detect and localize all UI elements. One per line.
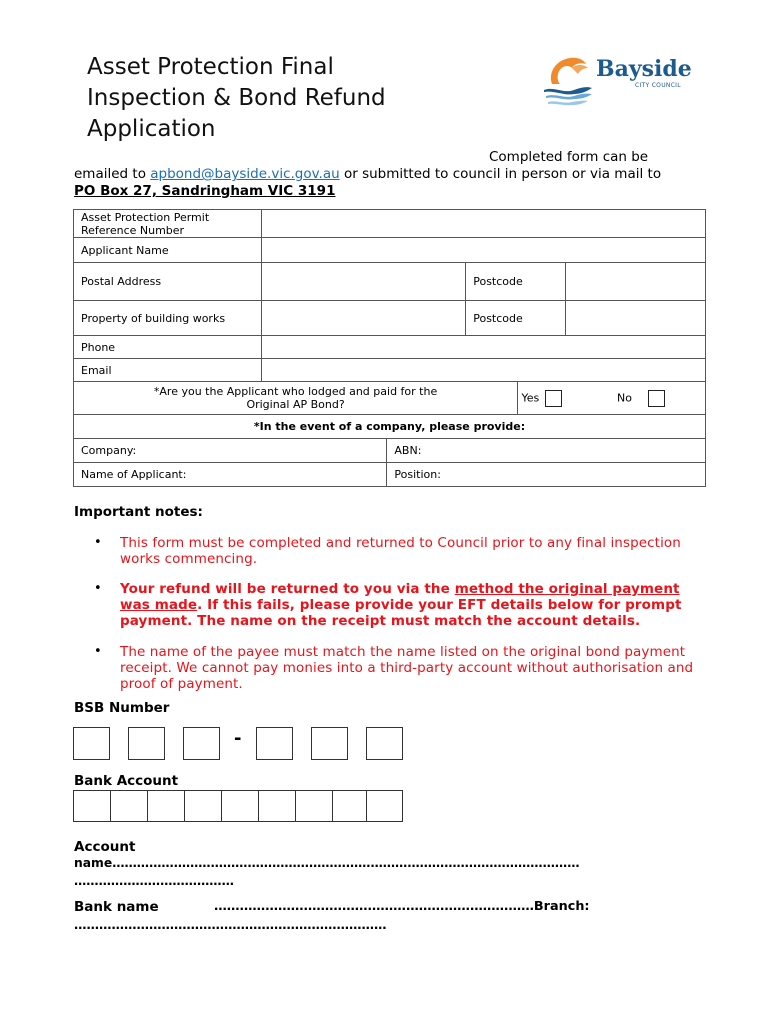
postcode-field[interactable] — [566, 263, 706, 301]
position-field[interactable]: Position: — [387, 463, 706, 487]
phone-label: Phone — [74, 336, 262, 359]
bsb-digit-box[interactable] — [128, 727, 165, 760]
table-row — [74, 263, 706, 301]
table-row — [74, 382, 706, 415]
bank-account-label: Bank Account — [74, 773, 179, 789]
account-digit-box[interactable] — [332, 790, 370, 822]
postal-address-field[interactable] — [261, 263, 466, 301]
no-option — [566, 382, 706, 415]
table-row — [74, 301, 706, 336]
applicant-name-label: Applicant Name — [74, 238, 262, 263]
table-row — [74, 415, 706, 439]
account-name-line[interactable]: ………………………………… — [74, 874, 234, 888]
account-digit-box[interactable] — [184, 790, 222, 822]
applicant-question: *Are you the Applicant who lodged and paid for the Original AP Bond? — [74, 382, 518, 415]
bsb-digit-box[interactable] — [183, 727, 220, 760]
bank-name-line[interactable]: …………………………………………………………………Branch: — [214, 899, 590, 914]
yes-option — [518, 382, 566, 415]
yes-checkbox[interactable] — [545, 390, 562, 407]
company-field[interactable]: Company: — [74, 439, 387, 463]
bsb-digit-box[interactable] — [311, 727, 348, 760]
title-line: Inspection & Bond Refund — [87, 85, 386, 111]
note-3: The name of the payee must match the name listed on the original bond payment receipt. We cannot pay monies into a third-party account without authorisation and proof of payment. — [120, 644, 694, 692]
phone-field[interactable] — [261, 336, 705, 359]
postcode-field[interactable] — [566, 301, 706, 336]
bsb-separator: - — [234, 728, 242, 749]
email-label: Email — [74, 359, 262, 382]
permit-ref-label: Asset Protection Permit Reference Number — [74, 210, 262, 238]
account-digit-box[interactable] — [295, 790, 333, 822]
bsb-label: BSB Number — [74, 700, 170, 716]
bayside-logo — [538, 52, 708, 108]
note-1: This form must be completed and returned to Council prior to any final inspection works commencing. — [120, 535, 681, 567]
abn-field[interactable]: ABN: — [387, 439, 706, 463]
table-row — [74, 463, 706, 487]
important-notes-heading: Important notes: — [74, 504, 203, 520]
applicant-name-field[interactable] — [261, 238, 705, 263]
table-row — [74, 439, 706, 463]
property-field[interactable] — [261, 301, 466, 336]
bayside-logo-icon — [538, 52, 598, 108]
account-digit-box[interactable] — [258, 790, 296, 822]
bsb-digit-box[interactable] — [256, 727, 293, 760]
table-row — [74, 210, 706, 238]
table-row — [74, 336, 706, 359]
intro-suffix: or submitted to council in person or via mail to — [343, 166, 662, 182]
note-2-emphasis: method the original payment was made — [120, 581, 680, 613]
intro-line-1: Completed form can be — [489, 149, 649, 165]
no-label: No — [617, 391, 632, 404]
table-row — [74, 238, 706, 263]
permit-ref-field[interactable] — [261, 210, 705, 238]
application-form-table — [73, 209, 706, 487]
bsb-digit-box[interactable] — [73, 727, 110, 760]
bullet: • — [94, 535, 102, 550]
bullet: • — [94, 581, 102, 596]
email-link[interactable]: apbond@bayside.vic.gov.au — [150, 166, 340, 182]
account-digit-box[interactable] — [366, 790, 403, 822]
bsb-digit-box[interactable] — [366, 727, 403, 760]
name-of-applicant-field[interactable]: Name of Applicant: — [74, 463, 387, 487]
account-digit-box[interactable] — [110, 790, 148, 822]
email-field[interactable] — [261, 359, 705, 382]
property-label: Property of building works — [74, 301, 262, 336]
postcode-label: Postcode — [466, 301, 566, 336]
yes-label: Yes — [521, 391, 540, 404]
account-name-line[interactable]: name…………………………………………………………………………………………………… — [74, 856, 580, 870]
postal-address: PO Box 27, Sandringham VIC 3191 — [74, 183, 336, 199]
page-title — [87, 52, 467, 145]
branch-line[interactable]: ………………………………………………………………… — [74, 917, 387, 932]
company-heading: *In the event of a company, please provide: — [74, 415, 706, 439]
logo-subtitle: CITY COUNCIL — [635, 82, 681, 89]
title-line: Application — [87, 116, 216, 142]
intro-line-2 — [74, 166, 661, 182]
account-digit-box[interactable] — [147, 790, 185, 822]
bank-name-label: Bank name — [74, 899, 159, 915]
logo-name: Bayside — [596, 56, 692, 82]
postcode-label: Postcode — [466, 263, 566, 301]
no-checkbox[interactable] — [648, 390, 665, 407]
title-line: Asset Protection Final — [87, 54, 334, 80]
account-name-label: Account — [74, 839, 136, 855]
intro-prefix: emailed to — [74, 166, 146, 182]
table-row — [74, 359, 706, 382]
account-digit-box[interactable] — [221, 790, 259, 822]
bullet: • — [94, 644, 102, 659]
note-2: Your refund will be returned to you via the method the original payment was made. If this fails, please provide your EFT details below for prompt payment. The name on the receipt must match the account details. — [120, 581, 682, 629]
postal-address-label: Postal Address — [74, 263, 262, 301]
account-digit-box[interactable] — [73, 790, 111, 822]
